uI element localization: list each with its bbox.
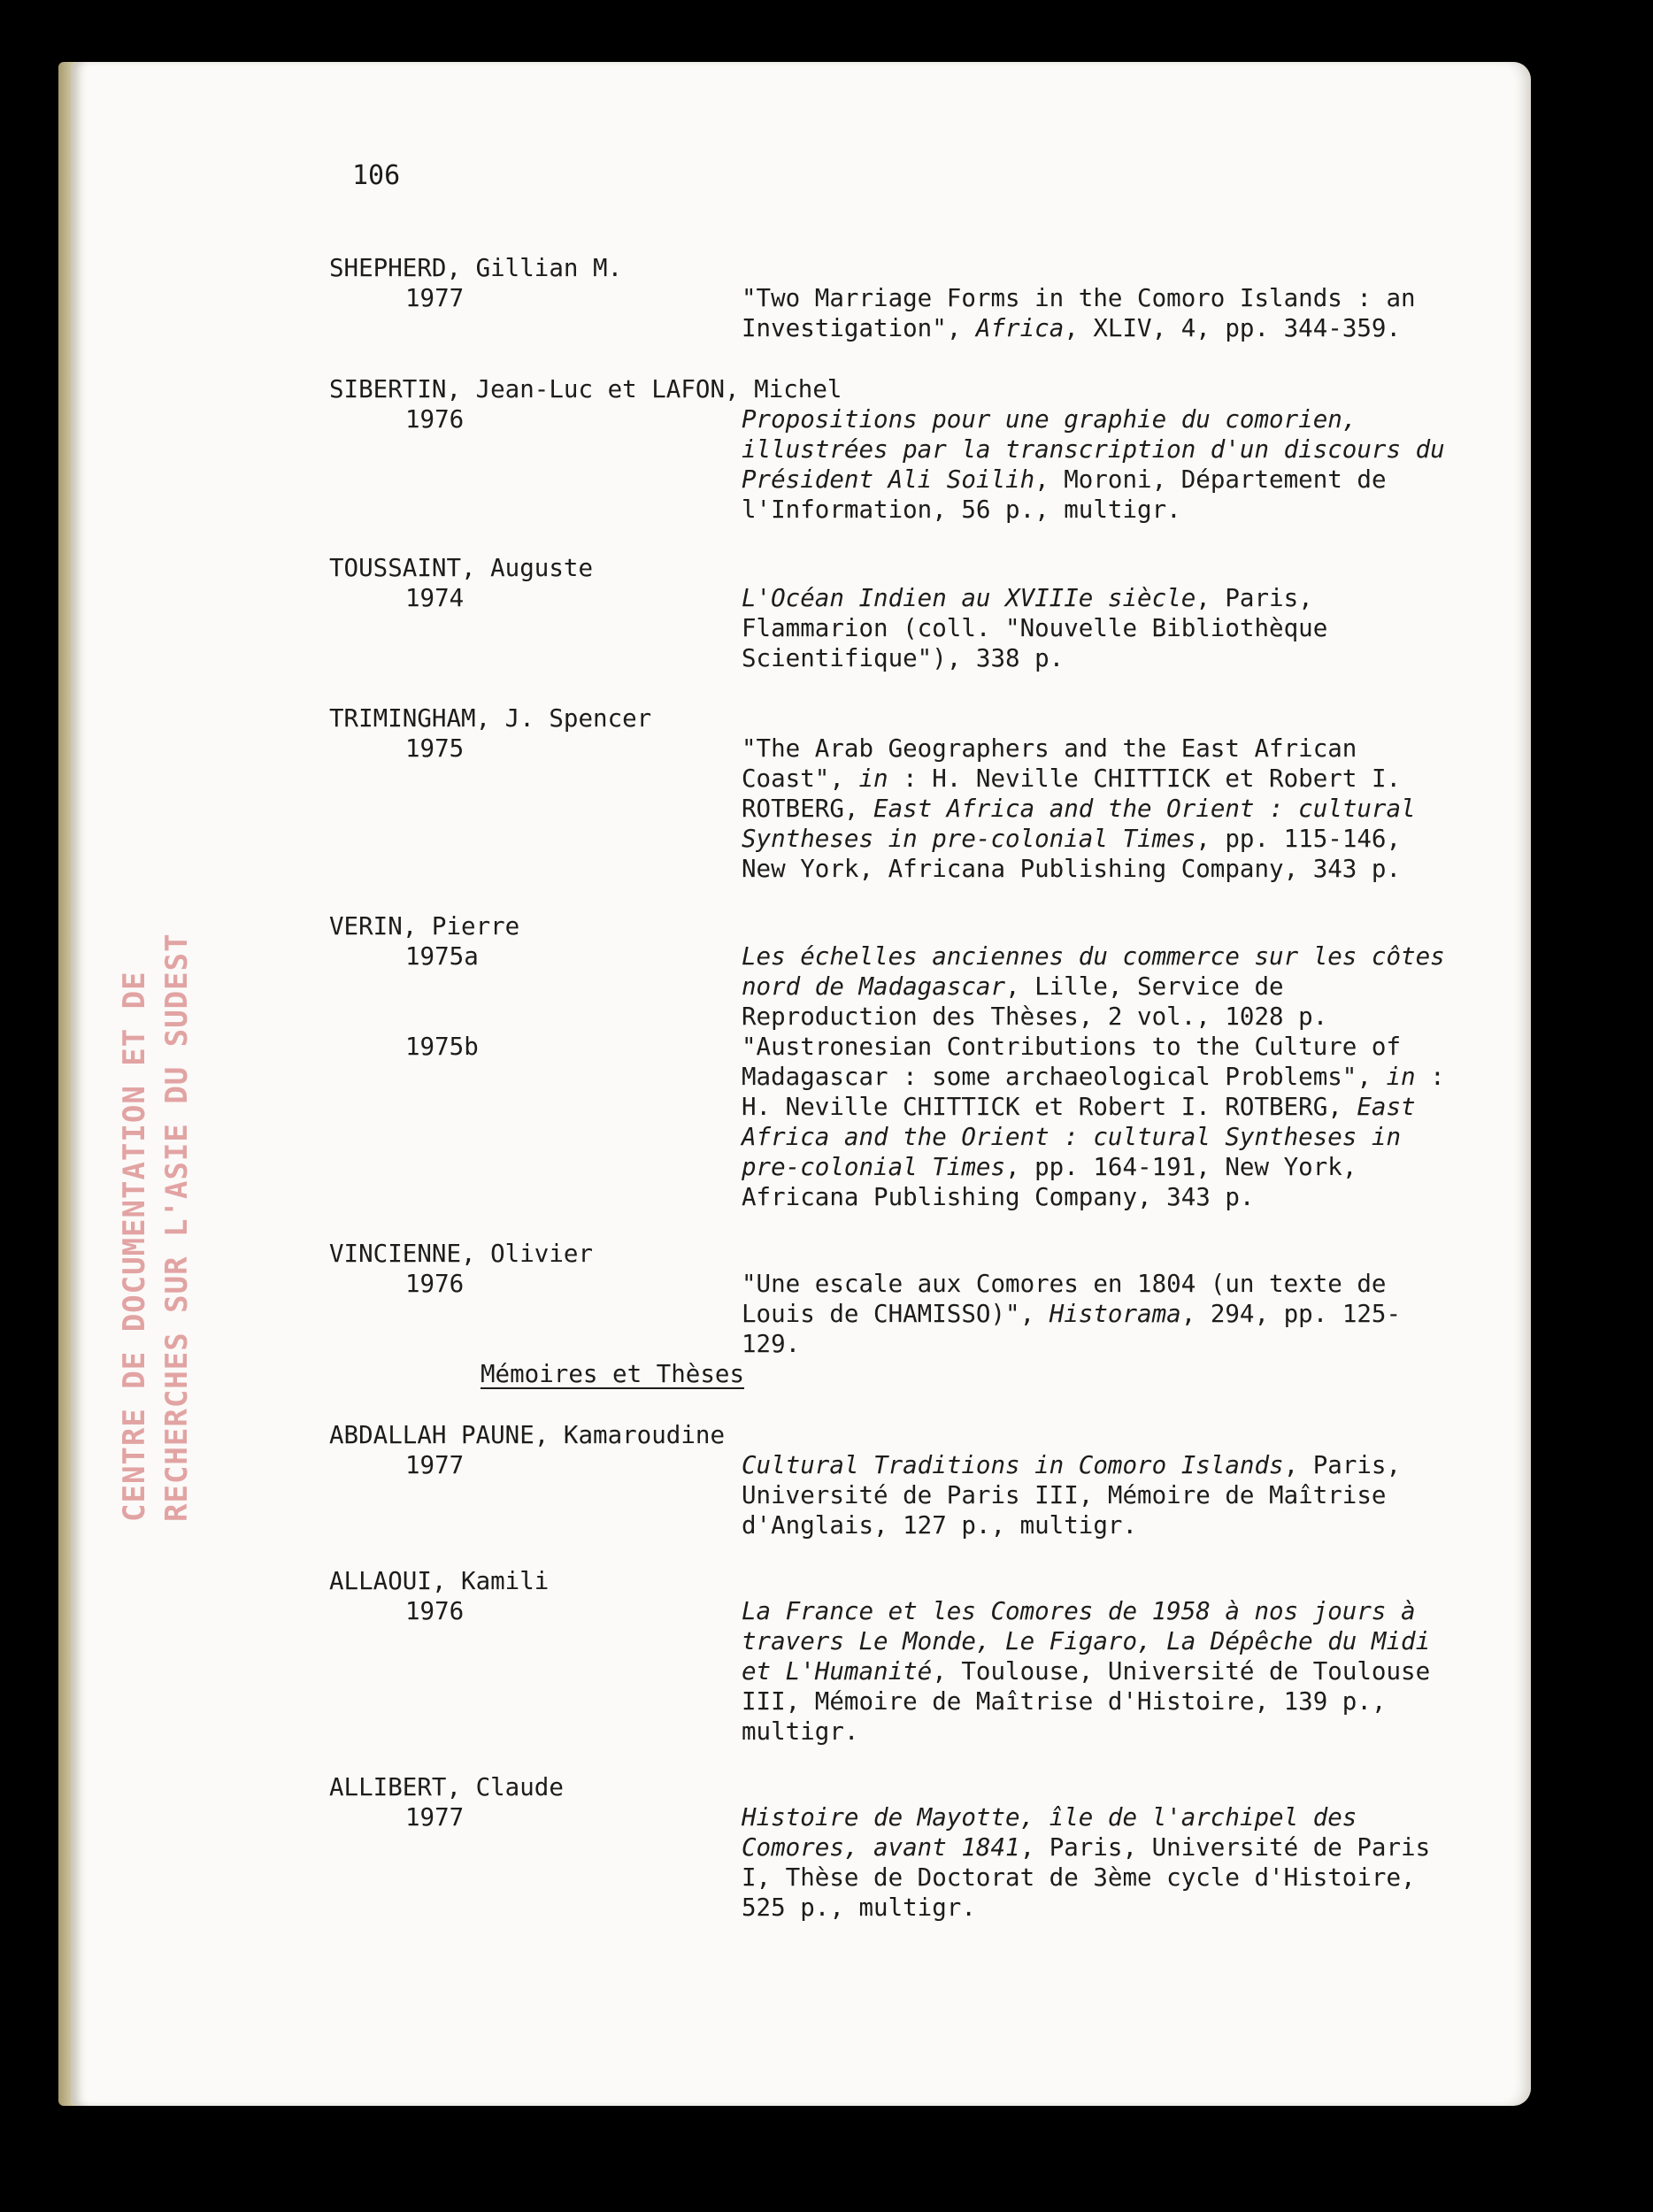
entry-author: ABDALLAH PAUNE, Kamaroudine <box>329 1421 726 1449</box>
entry-year: 1977 <box>405 284 465 312</box>
entry-year: 1975 <box>405 734 465 763</box>
entry-year: 1977 <box>405 1451 465 1479</box>
entry-year: 1975b <box>405 1033 479 1061</box>
entry-author: VERIN, Pierre <box>329 912 520 941</box>
entry-author: VINCIENNE, Olivier <box>329 1240 594 1268</box>
entry-citation: Histoire de Mayotte, île de l'archipel des Comores, avant 1841, Paris, Université de Paris I, Thèse de Doctorat de 3ème cycle d'Histoire, 525 p., multigr. <box>742 1803 1431 1922</box>
library-stamp <box>113 933 211 1522</box>
entry-year: 1975a <box>405 942 479 971</box>
page-number: 106 <box>352 160 401 191</box>
entry-citation: La France et les Comores de 1958 à nos jours à travers Le Monde, Le Figaro, La Dépêche du Midi et L'Humanité, Toulouse, Université de Toulouse III, Mémoire de Maîtrise d'Histoire, 139 p., multigr. <box>742 1597 1431 1746</box>
entry-author: TRIMINGHAM, J. Spencer <box>329 704 652 733</box>
entry-author: SHEPHERD, Gillian M. <box>329 254 623 282</box>
stamp-line-1: CENTRE DE DOCUMENTATION ET DE <box>117 971 152 1522</box>
entry-citation: L'Océan Indien au XVIIIe siècle, Paris, Flammarion (coll. "Nouvelle Bibliothèque Scientifique"), 338 p. <box>742 584 1328 672</box>
entry-citation: "The Arab Geographers and the East African Coast", in : H. Neville CHITTICK et Robert I. ROTBERG, East Africa and the Orient : cultural Syntheses in pre-colonial Times, pp. 115-146, New York, Africana Publishing Company, 343 p. <box>742 734 1416 883</box>
entry-citation: Propositions pour une graphie du comorien, illustrées par la transcription d'un discours du Président Ali Soilih, Moroni, Département de l'Information, 56 p., multigr. <box>742 405 1445 524</box>
entry-author: ALLAOUI, Kamili <box>329 1567 550 1595</box>
entry-citation: "Austronesian Contributions to the Culture of Madagascar : some archaeological Problems", in : H. Neville CHITTICK et Robert I. ROTBERG, East Africa and the Orient : cultural Syntheses in pre-colonial Times, pp. 164-191, New York, Africana Publishing Company, 343 p. <box>742 1033 1445 1211</box>
entry-year: 1976 <box>405 1597 465 1625</box>
entry-year: 1977 <box>405 1803 465 1832</box>
entry-year: 1976 <box>405 1270 465 1298</box>
entry-year: 1976 <box>405 405 465 434</box>
entry-citation: Cultural Traditions in Comoro Islands, Paris, Université de Paris III, Mémoire de Maîtrise d'Anglais, 127 p., multigr. <box>742 1451 1402 1540</box>
entry-citation: "Two Marriage Forms in the Comoro Islands : an Investigation", Africa, XLIV, 4, pp. 344-359. <box>742 284 1416 342</box>
section-heading: Mémoires et Thèses <box>481 1360 745 1388</box>
entry-author: SIBERTIN, Jean-Luc et LAFON, Michel <box>329 375 842 403</box>
entry-year: 1974 <box>405 584 465 612</box>
entry-author: ALLIBERT, Claude <box>329 1773 564 1801</box>
entry-citation: Les échelles anciennes du commerce sur les côtes nord de Madagascar, Lille, Service de Reproduction des Thèses, 2 vol., 1028 p. <box>742 942 1445 1031</box>
stamp-line-2: RECHERCHES SUR L'ASIE DU SUDEST <box>159 933 195 1522</box>
entry-citation: "Une escale aux Comores en 1804 (un texte de Louis de CHAMISSO)", Historama, 294, pp. 125-129. <box>742 1270 1402 1358</box>
entry-author: TOUSSAINT, Auguste <box>329 554 594 582</box>
